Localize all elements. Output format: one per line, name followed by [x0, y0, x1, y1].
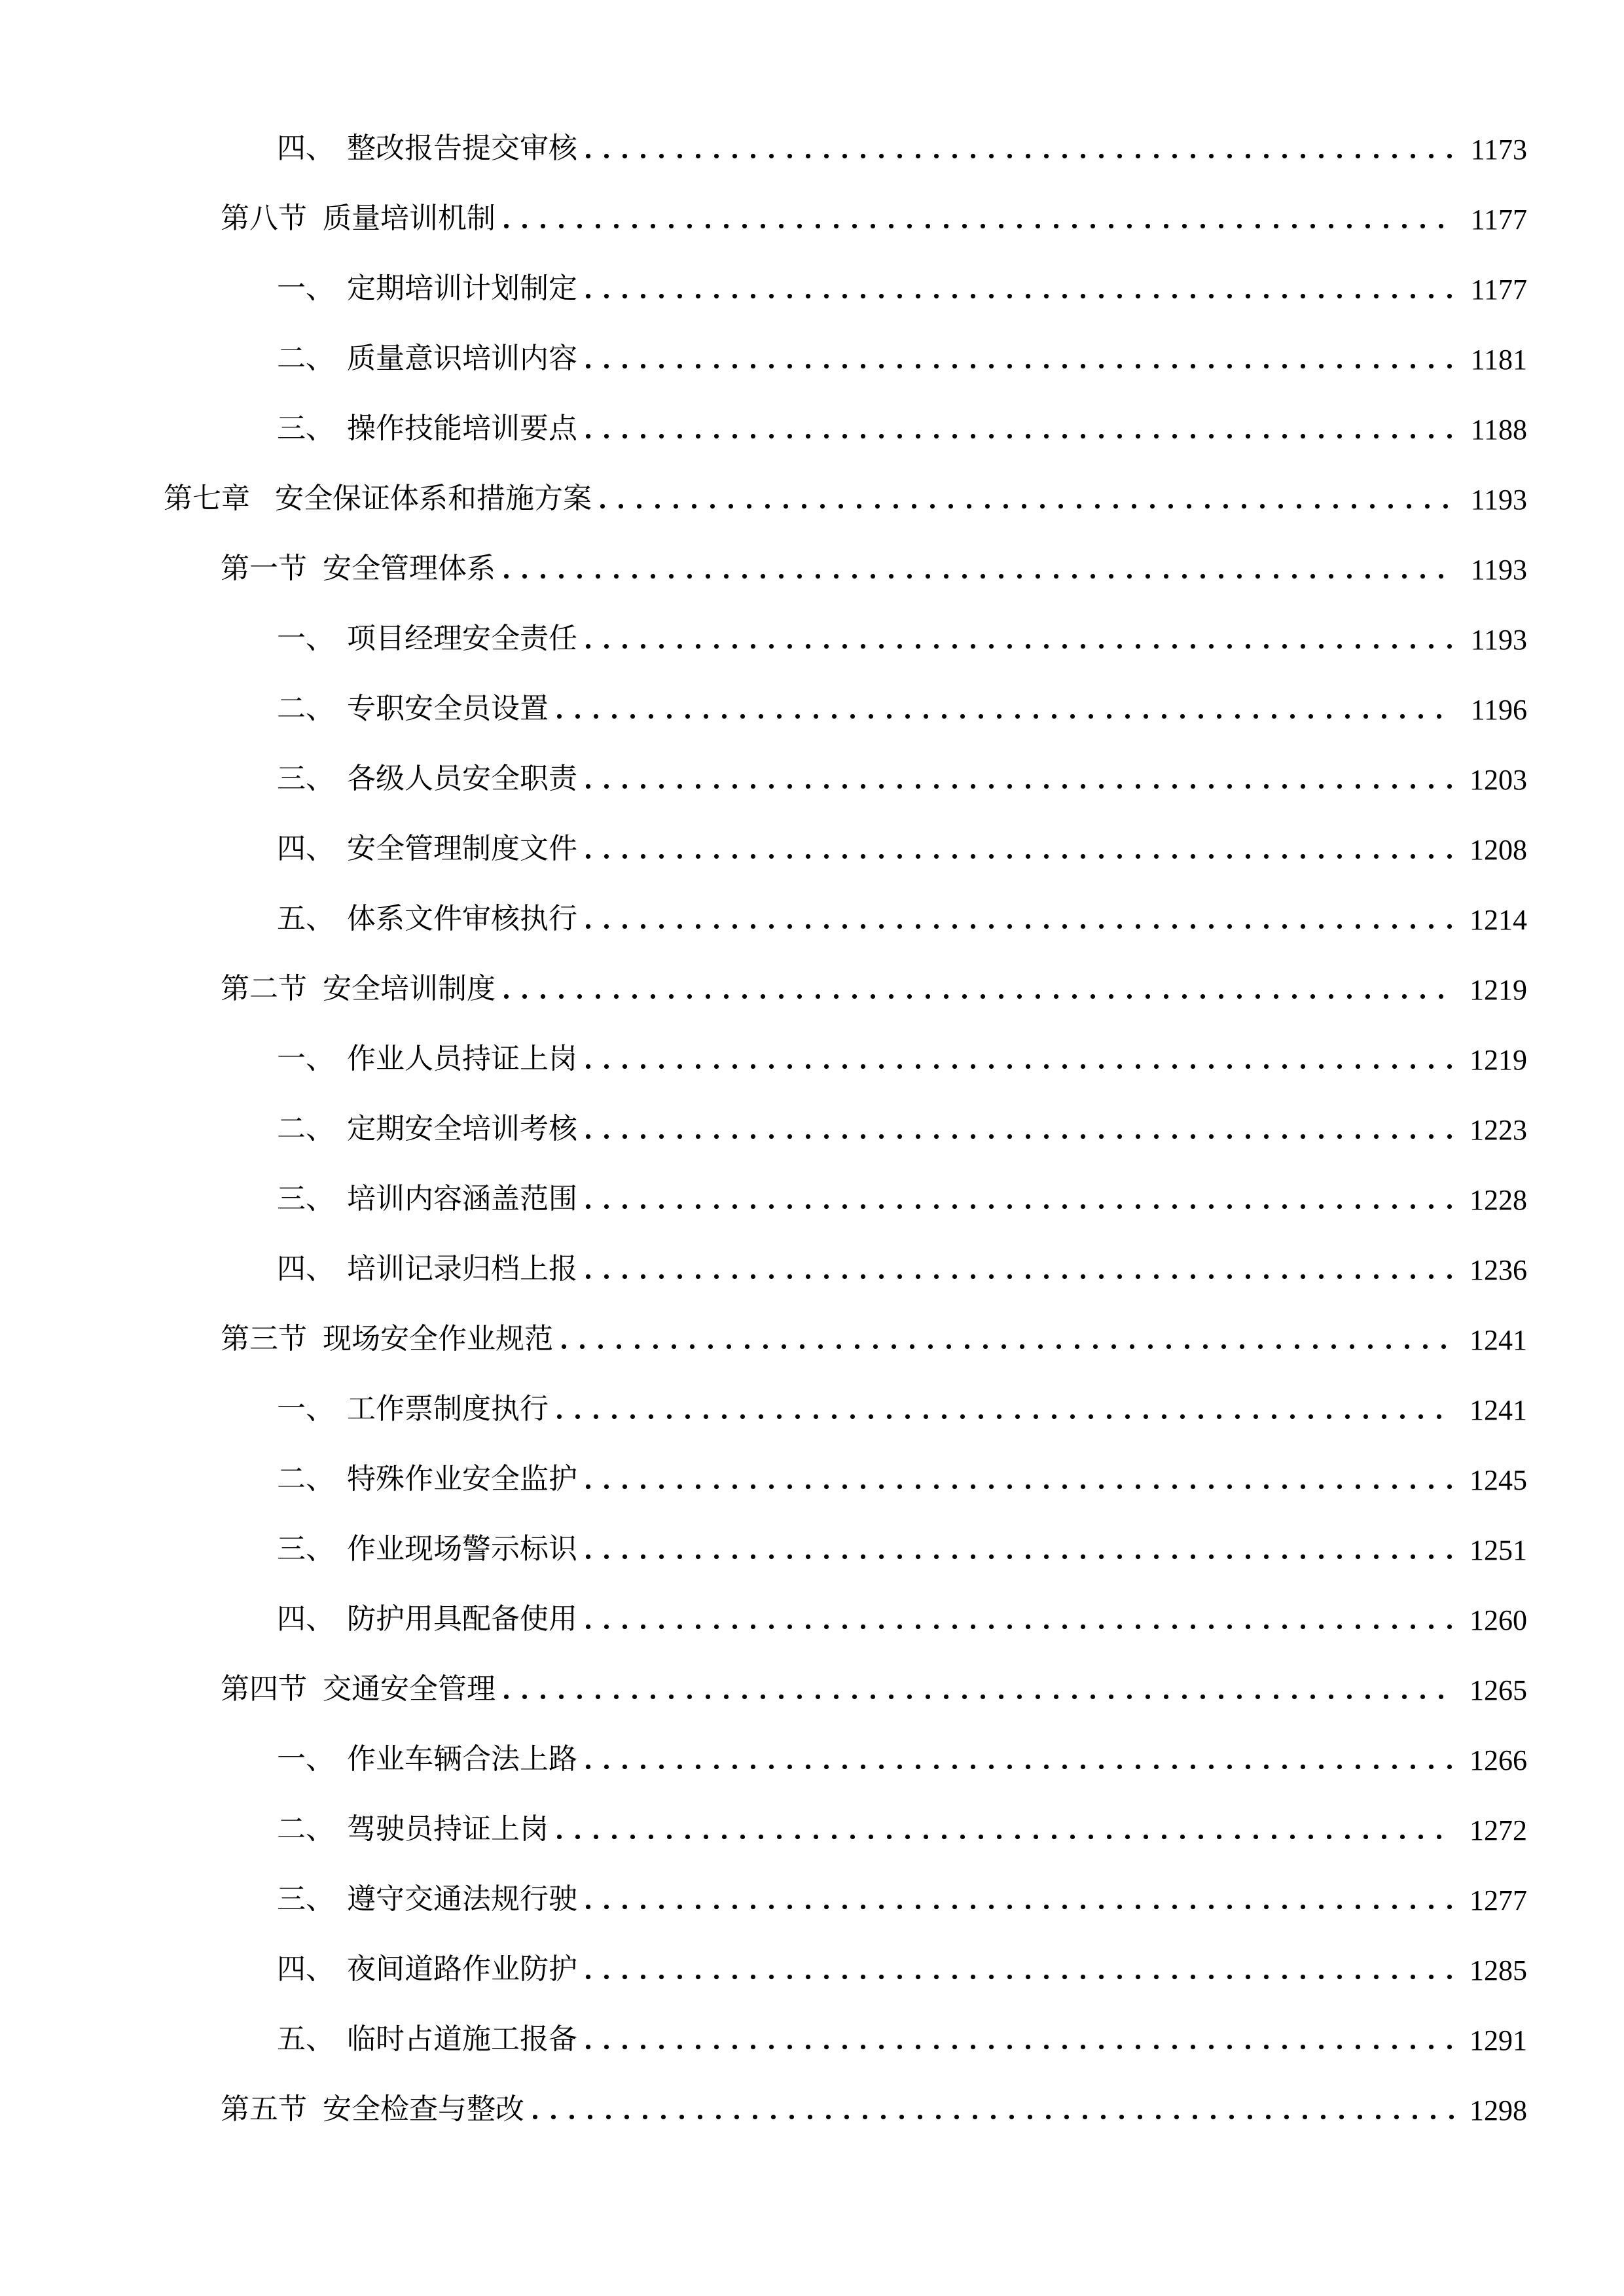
- toc-entry-prefix: 第二节: [221, 973, 307, 1005]
- toc-entry-title: 工作票制度执行: [347, 1393, 549, 1425]
- dot-leader: [585, 433, 1454, 439]
- toc-entry-title: 安全保证体系和措施方案: [275, 482, 592, 514]
- dot-leader: [585, 1064, 1454, 1069]
- toc-entry: [0, 166, 1527, 236]
- dot-leader: [561, 1344, 1454, 1350]
- dot-leader: [585, 924, 1454, 929]
- toc-entry-prefix: 五、: [277, 903, 334, 935]
- toc-entry-prefix: 二、: [277, 1113, 334, 1145]
- toc-entry-title: 作业人员持证上岗: [347, 1043, 577, 1075]
- toc-entry-prefix: 第五节: [221, 2093, 307, 2125]
- toc-entry-title: 整改报告提交审核: [347, 132, 577, 164]
- toc-entry-prefix: 一、: [277, 272, 334, 304]
- toc-entry: [0, 1427, 1527, 1497]
- dot-leader: [556, 1414, 1454, 1420]
- toc-entry-page-number: 1272: [1470, 1814, 1527, 1846]
- toc-entry-page-number: 1214: [1470, 904, 1527, 936]
- toc-entry-title: 安全培训制度: [323, 973, 496, 1005]
- toc-entry-prefix: 二、: [277, 692, 334, 725]
- toc-entry: [0, 2057, 1527, 2127]
- toc-entry-page-number: 1285: [1470, 1954, 1527, 1986]
- toc-entry-prefix: 第八节: [221, 202, 307, 234]
- toc-entry-prefix: 三、: [277, 1183, 334, 1215]
- toc-entry: [0, 446, 1527, 516]
- toc-entry-page-number: 1266: [1470, 1744, 1527, 1776]
- toc-entry-page-number: 1241: [1470, 1324, 1527, 1356]
- toc-entry-prefix: 一、: [277, 1393, 334, 1425]
- toc-entry-title: 操作技能培训要点: [347, 412, 577, 444]
- toc-entry-prefix: 第四节: [221, 1673, 307, 1705]
- toc-entry-title: 交通安全管理: [323, 1673, 496, 1705]
- toc-entry-title: 专职安全员设置: [347, 692, 549, 725]
- toc-entry-prefix: 一、: [277, 1043, 334, 1075]
- toc-entry-prefix: 二、: [277, 342, 334, 374]
- dot-leader: [600, 503, 1454, 509]
- dot-leader: [585, 1554, 1454, 1560]
- dot-leader: [585, 853, 1454, 859]
- toc-entry-page-number: 1196: [1470, 694, 1527, 726]
- toc-entry-title: 临时占道施工报备: [347, 2023, 577, 2055]
- toc-entry-title: 夜间道路作业防护: [347, 1953, 577, 1985]
- toc-entry: [0, 1567, 1527, 1637]
- toc-entry-page-number: 1236: [1470, 1254, 1527, 1286]
- toc-entry-prefix: 三、: [277, 762, 334, 795]
- dot-leader: [585, 1274, 1454, 1280]
- toc-entry-page-number: 1177: [1470, 274, 1527, 306]
- toc-entry-title: 防护用具配备使用: [347, 1603, 577, 1635]
- dot-leader: [585, 1204, 1454, 1210]
- toc-entry-page-number: 1193: [1470, 624, 1527, 656]
- toc-entry: [0, 726, 1527, 797]
- toc-entry: [0, 516, 1527, 586]
- toc-entry: [0, 376, 1527, 446]
- toc-entry-title: 安全检查与整改: [323, 2093, 524, 2125]
- dot-leader: [585, 363, 1454, 369]
- toc-entry-page-number: 1203: [1470, 764, 1527, 796]
- toc-entry-prefix: 四、: [277, 1253, 334, 1285]
- toc-entry: [0, 1287, 1527, 1357]
- toc-entry-prefix: 第七章: [164, 482, 250, 514]
- toc-entry: [0, 1147, 1527, 1217]
- dot-leader: [585, 293, 1454, 299]
- dot-leader: [503, 573, 1454, 579]
- toc-entry: [0, 1707, 1527, 1777]
- toc-entry-title: 安全管理体系: [323, 552, 496, 584]
- dot-leader: [585, 783, 1454, 789]
- dot-leader: [532, 2114, 1454, 2120]
- dot-leader: [585, 1904, 1454, 1910]
- toc-entry-title: 质量培训机制: [323, 202, 496, 234]
- toc-entry: [0, 1917, 1527, 1987]
- toc-entry: [0, 1217, 1527, 1287]
- toc-entry-title: 各级人员安全职责: [347, 762, 577, 795]
- toc-entry-prefix: 第一节: [221, 552, 307, 584]
- toc-entry: [0, 937, 1527, 1007]
- toc-entry-page-number: 1223: [1470, 1114, 1527, 1146]
- toc-entry-page-number: 1181: [1470, 344, 1527, 376]
- toc-entry-page-number: 1208: [1470, 834, 1527, 866]
- toc-entry: [0, 1637, 1527, 1707]
- toc-entry-page-number: 1260: [1470, 1604, 1527, 1636]
- toc-entry-title: 遵守交通法规行驶: [347, 1883, 577, 1915]
- toc-entry-prefix: 五、: [277, 2023, 334, 2055]
- toc-entry-page-number: 1188: [1470, 414, 1527, 446]
- dot-leader: [585, 1974, 1454, 1980]
- toc-entry-title: 作业现场警示标识: [347, 1533, 577, 1565]
- toc-entry-prefix: 一、: [277, 1743, 334, 1775]
- toc-entry-page-number: 1193: [1470, 484, 1527, 516]
- toc-entry-prefix: 四、: [277, 1953, 334, 1985]
- dot-leader: [503, 994, 1454, 999]
- toc-entry-title: 定期安全培训考核: [347, 1113, 577, 1145]
- toc-entry-title: 现场安全作业规范: [323, 1323, 553, 1355]
- dot-leader: [556, 713, 1454, 719]
- toc-entry-prefix: 四、: [277, 833, 334, 865]
- toc-entry: [0, 656, 1527, 726]
- toc-entry: [0, 797, 1527, 867]
- toc-entry-title: 培训记录归档上报: [347, 1253, 577, 1285]
- toc-entry-title: 体系文件审核执行: [347, 903, 577, 935]
- toc-entry-prefix: 三、: [277, 1883, 334, 1915]
- toc-entry-prefix: 二、: [277, 1813, 334, 1845]
- toc-entry-title: 驾驶员持证上岗: [347, 1813, 549, 1845]
- dot-leader: [503, 223, 1454, 229]
- toc-entry-prefix: 一、: [277, 622, 334, 655]
- dot-leader: [503, 1694, 1454, 1700]
- toc-entry-title: 培训内容涵盖范围: [347, 1183, 577, 1215]
- toc-entry-title: 作业车辆合法上路: [347, 1743, 577, 1775]
- toc-entry: [0, 1077, 1527, 1147]
- toc-entry-title: 特殊作业安全监护: [347, 1463, 577, 1495]
- toc-entry-prefix: 三、: [277, 412, 334, 444]
- toc-entry: [0, 236, 1527, 306]
- toc-entry-title: 定期培训计划制定: [347, 272, 577, 304]
- toc-entry-page-number: 1173: [1470, 134, 1527, 166]
- dot-leader: [585, 1624, 1454, 1630]
- toc-entry: [0, 1357, 1527, 1427]
- toc-entry: [0, 306, 1527, 376]
- toc-entry-prefix: 三、: [277, 1533, 334, 1565]
- toc-entry: [0, 1777, 1527, 1847]
- dot-leader: [585, 2044, 1454, 2050]
- dot-leader: [585, 1484, 1454, 1490]
- toc-entry: [0, 586, 1527, 656]
- toc-entry-page-number: 1291: [1470, 2024, 1527, 2056]
- toc-entry-page-number: 1298: [1470, 2094, 1527, 2126]
- dot-leader: [585, 153, 1454, 159]
- toc-entry-title: 项目经理安全责任: [347, 622, 577, 655]
- toc-entry-page-number: 1219: [1470, 974, 1527, 1006]
- toc-entry-title: 安全管理制度文件: [347, 833, 577, 865]
- toc-entry-prefix: 二、: [277, 1463, 334, 1495]
- toc-entry-page-number: 1219: [1470, 1044, 1527, 1076]
- toc-entry: [0, 1497, 1527, 1567]
- toc-entry-page-number: 1277: [1470, 1884, 1527, 1916]
- toc-entry-page-number: 1241: [1470, 1394, 1527, 1426]
- toc-entry: [0, 1007, 1527, 1077]
- toc-entry-prefix: 第三节: [221, 1323, 307, 1355]
- toc-entry-title: 质量意识培训内容: [347, 342, 577, 374]
- toc-entry-page-number: 1245: [1470, 1464, 1527, 1496]
- toc-entry-prefix: 四、: [277, 1603, 334, 1635]
- toc-entry-prefix: 四、: [277, 132, 334, 164]
- toc-entry-page-number: 1265: [1470, 1674, 1527, 1706]
- toc-entry: [0, 867, 1527, 937]
- dot-leader: [585, 1764, 1454, 1770]
- toc-entry: [0, 96, 1527, 166]
- dot-leader: [585, 643, 1454, 649]
- dot-leader: [585, 1134, 1454, 1139]
- toc-entry-page-number: 1177: [1470, 204, 1527, 236]
- toc-entry: [0, 1847, 1527, 1917]
- toc-entry-page-number: 1251: [1470, 1534, 1527, 1566]
- dot-leader: [556, 1834, 1454, 1840]
- toc-entry-page-number: 1193: [1470, 554, 1527, 586]
- toc-entry: [0, 1987, 1527, 2057]
- toc-entry-page-number: 1228: [1470, 1184, 1527, 1216]
